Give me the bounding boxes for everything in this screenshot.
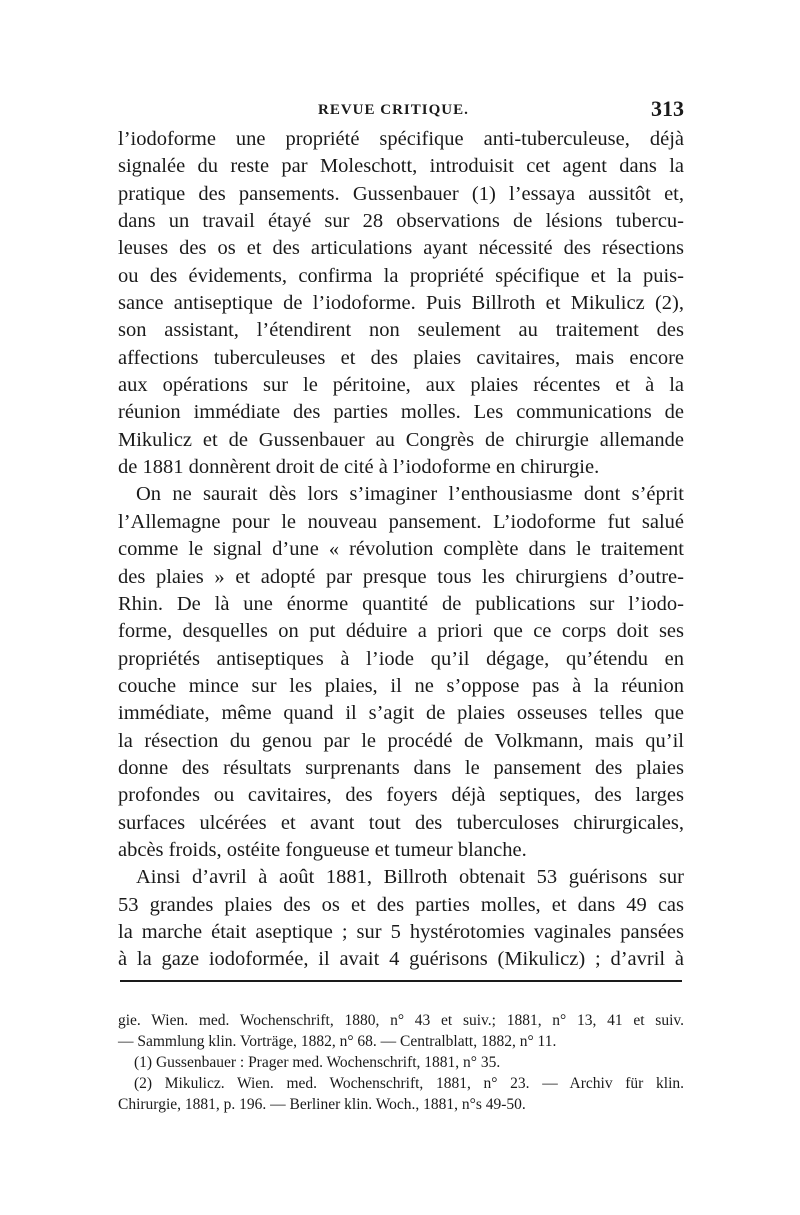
text-line: ou des évidements, confirma la propriété spécifique et la puis- [118, 264, 684, 287]
text-line: immédiate, même quand il s’agit de plaies osseuses telles que [118, 702, 684, 725]
text-line: l’iodoforme une propriété spécifique anti-tuberculeuse, déjà [118, 128, 684, 150]
text-line: forme, desquelles on put déduire a priori que ce corps doit ses [118, 620, 684, 643]
text-line: l’Allemagne pour le nouveau pansement. L’iodoforme fut salué [118, 510, 684, 533]
main-text [118, 126, 684, 974]
text-line: à la gaze iodoformée, il avait 4 guérisons (Mikulicz) ; d’avril à [118, 948, 684, 971]
footnote-line: — Sammlung klin. Vorträge, 1882, n° 68. — Centralblatt, 1882, n° 11. [118, 1033, 557, 1050]
text-line: sance antiseptique de l’iodoforme. Puis Billroth et Mikulicz (2), [118, 292, 684, 315]
text-line: réunion immédiate des parties molles. Les communications de [118, 401, 684, 424]
text-line: Rhin. De là une énorme quantité de publications sur l’iodo- [118, 592, 684, 615]
footnotes [118, 1010, 684, 1115]
text-line: leuses des os et des articulations ayant nécessité des résections [118, 237, 684, 260]
text-line: pratique des pansements. Gussenbauer (1) l’essaya aussitôt et, [118, 182, 684, 205]
footnote-divider [120, 980, 682, 982]
text-line: aux opérations sur le péritoine, aux plaies récentes et à la [118, 374, 684, 397]
text-line: dans un travail étayé sur 28 observations de lésions tubercu- [118, 210, 684, 233]
text-line: de 1881 donnèrent droit de cité à l’iodoforme en chirurgie. [118, 456, 600, 479]
page-number: 313 [651, 96, 684, 121]
text-line: affections tuberculeuses et des plaies cavitaires, mais encore [118, 346, 684, 369]
text-line: des plaies » et adopté par presque tous les chirurgiens d’outre- [118, 565, 684, 588]
text-line: 53 grandes plaies des os et des parties molles, et dans 49 cas [118, 893, 684, 916]
text-line: signalée du reste par Moleschott, introduisit cet agent dans la [118, 155, 684, 178]
footnote-line: gie. Wien. med. Wochenschrift, 1880, n° 43 et suiv.; 1881, n° 13, 41 et suiv. [118, 1012, 684, 1029]
text-line: Ainsi d’avril à août 1881, Billroth obtenait 53 guérisons sur [136, 866, 684, 889]
text-line: profondes ou cavitaires, des foyers déjà septiques, des larges [118, 784, 684, 807]
text-line: On ne saurait dès lors s’imaginer l’enthousiasme dont s’éprit [136, 483, 684, 506]
running-head [118, 96, 684, 126]
text-line: son assistant, l’étendirent non seulement au traitement des [118, 319, 684, 342]
text-line: la marche était aseptique ; sur 5 hystérotomies vaginales pansées [118, 920, 684, 943]
footnote-line: (2) Mikulicz. Wien. med. Wochenschrift, 1881, n° 23. — Archiv für klin. [134, 1075, 684, 1092]
text-line: abcès froids, ostéite fongueuse et tumeur blanche. [118, 838, 527, 861]
text-line: propriétés antiseptiques à l’iode qu’il dégage, qu’étendu en [118, 647, 684, 670]
text-line: Mikulicz et de Gussenbauer au Congrès de chirurgie allemande [118, 428, 684, 451]
running-title: REVUE CRITIQUE. [318, 102, 469, 118]
text-line: couche mince sur les plaies, il ne s’oppose pas à la réunion [118, 674, 684, 697]
text-line: comme le signal d’une « révolution complète dans le traitement [118, 538, 684, 561]
text-line: donne des résultats surprenants dans le pansement des plaies [118, 756, 684, 779]
text-line: la résection du genou par le procédé de Volkmann, mais qu’il [118, 729, 684, 752]
footnote-line: (1) Gussenbauer : Prager med. Wochenschrift, 1881, n° 35. [134, 1054, 501, 1071]
text-line: surfaces ulcérées et avant tout des tuberculoses chirurgicales, [118, 811, 684, 834]
footnote-line: Chirurgie, 1881, p. 196. — Berliner klin. Woch., 1881, n°s 49-50. [118, 1096, 526, 1113]
